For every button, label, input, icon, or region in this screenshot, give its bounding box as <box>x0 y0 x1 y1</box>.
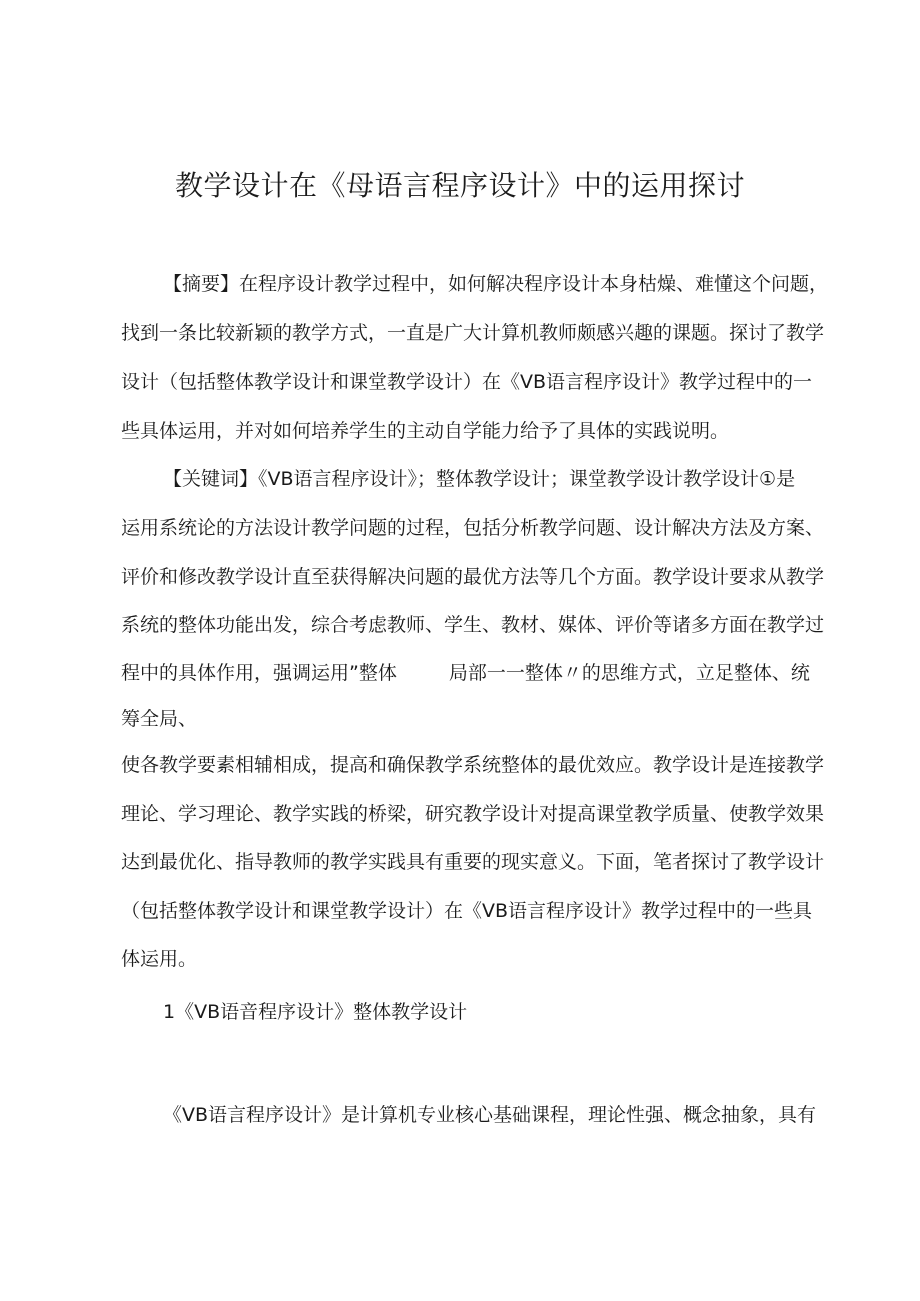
abstract-line: 设计（包括整体教学设计和课堂教学设计）在《VB语言程序设计》教学过程中的一 <box>121 371 813 393</box>
body-line: 体运用。 <box>121 948 198 970</box>
keywords-line: 运用系统论的方法设计教学问题的过程，包括分析教学问题、设计解决方法及方案、 <box>121 517 825 539</box>
body-line: 理论、学习理论、教学实践的桥梁，研究教学设计对提高课堂教学质量、使教学效果 <box>121 803 825 825</box>
abstract-line: 【摘要】在程序设计教学过程中，如何解决程序设计本身枯燥、难懂这个问题， <box>163 273 829 295</box>
abstract-line: 些具体运用，并对如何培养学生的主动自学能力给予了具体的实践说明。 <box>121 420 730 442</box>
keywords-line: 系统的整体功能出发，综合考虑教师、学生、教材、媒体、评价等诸多方面在教学过 <box>121 614 825 636</box>
keywords-line: 评价和修改教学设计直至获得解决问题的最优方法等几个方面。教学设计要求从教学 <box>121 566 825 588</box>
keywords-line: 筹全局、 <box>121 708 198 730</box>
abstract-line: 找到一条比较新颖的教学方式，一直是广大计算机教师颇感兴趣的课题。探讨了教学 <box>121 322 825 344</box>
body-line: （包括整体教学设计和课堂教学设计）在《VB语言程序设计》教学过程中的一些具 <box>121 900 813 922</box>
keywords-line-part: 程中的具体作用，强调运用”整体 <box>121 662 397 684</box>
body-line: 使各教学要素相辅相成，提高和确保教学系统整体的最优效应。教学设计是连接教学 <box>121 754 825 776</box>
keywords-line-part: 局部一一整体〃的思维方式，立足整体、统 <box>448 662 810 684</box>
section-heading: 1《VB语音程序设计》整体教学设计 <box>163 1001 468 1023</box>
section-body-line: 《VB语言程序设计》是计算机专业核心基础课程，理论性强、概念抽象，具有 <box>163 1104 817 1126</box>
document-title: 教学设计在《母语言程序设计》中的运用探讨 <box>174 169 745 202</box>
keywords-line <box>121 659 821 687</box>
body-line: 达到最优化、指导教师的教学实践具有重要的现实意义。下面，笔者探讨了教学设计 <box>121 851 825 873</box>
keywords-line: 【关键词】《VB语言程序设计》；整体教学设计；课堂教学设计教学设计①是 <box>163 468 796 490</box>
